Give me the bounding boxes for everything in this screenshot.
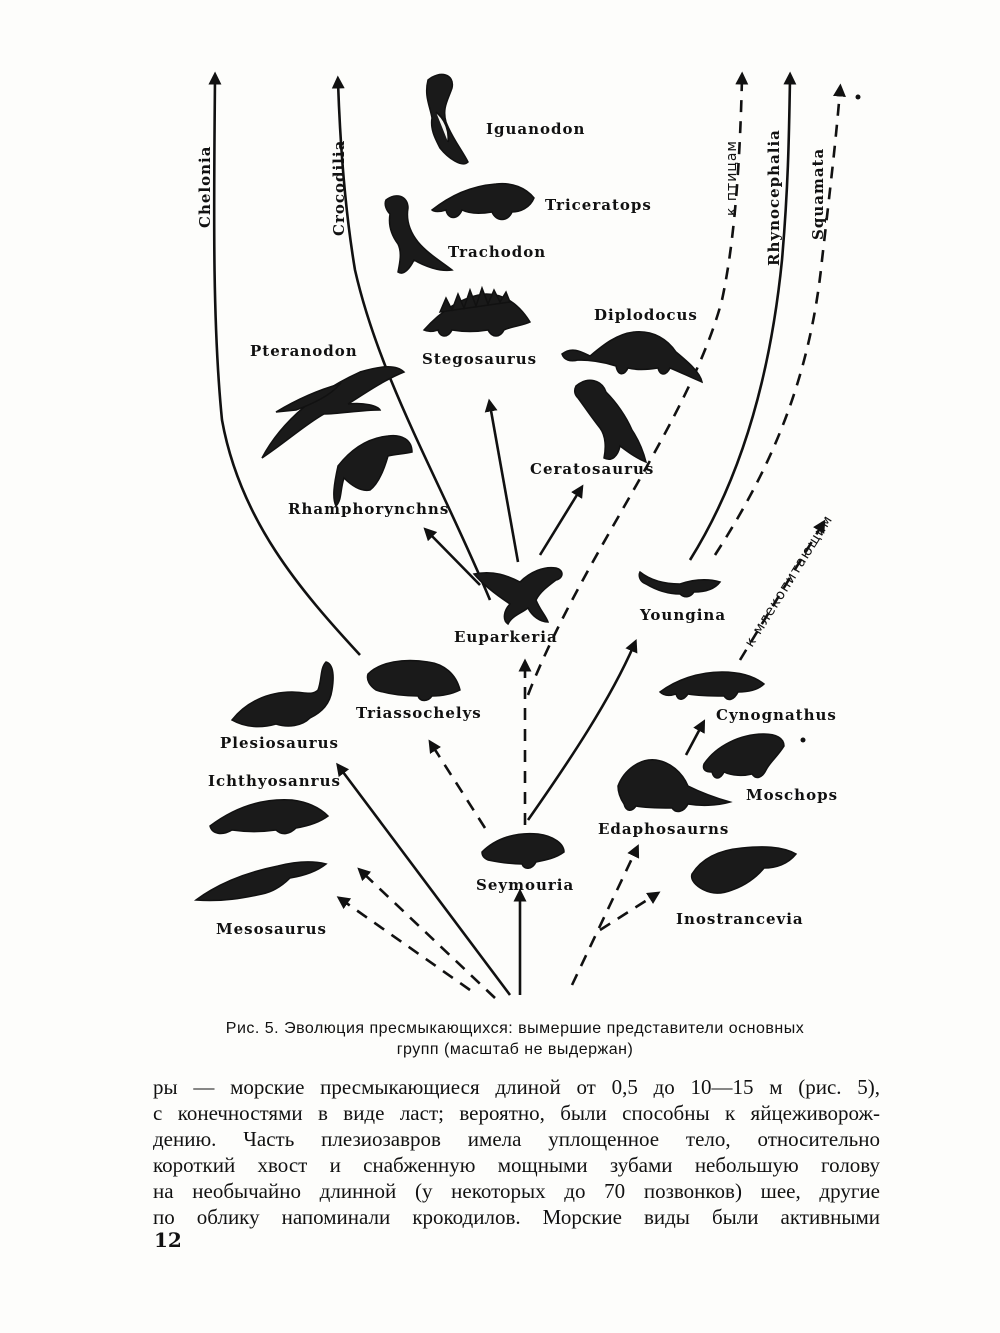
label-triceratops: Triceratops <box>545 196 652 214</box>
moschops-to-cynognathus-arrow <box>686 725 702 755</box>
moschops-illustration <box>703 734 784 778</box>
text-line: на необычайно длинной (у некоторых до 70 позвонков) шее, другие <box>153 1179 880 1203</box>
seymouria-to-triassochelys-arrow <box>432 745 485 828</box>
label-seymouria: Seymouria <box>476 876 575 894</box>
seymouria-illustration <box>482 834 564 869</box>
cynognathus-illustration <box>660 672 764 699</box>
label-iguanodon: Iguanodon <box>486 120 586 138</box>
euparkeria-to-stegosaurus-arrow <box>490 405 518 562</box>
label-cynognathus: Cynognathus <box>716 706 837 724</box>
stegosaurus-illustration <box>424 288 530 336</box>
label-inostrancevia: Inostrancevia <box>676 910 804 928</box>
label-plesiosaurus: Plesiosaurus <box>220 734 339 752</box>
label-euparkeria: Euparkeria <box>454 628 558 646</box>
label-rhynchocephalia: Rhynocephalia <box>765 129 783 266</box>
seymouria-to-youngina-arrow <box>528 645 634 820</box>
plesiosaurus-illustration <box>232 662 333 727</box>
label-mesosaurus: Mesosaurus <box>216 920 327 938</box>
caption-line: групп (масштаб не выдержан) <box>396 1041 634 1058</box>
label-crocodilia: Crocodilia <box>330 139 348 236</box>
text-line: по облику напоминали крокодилов. Морские виды были активными <box>153 1205 880 1229</box>
euparkeria-to-ceratosaurus-arrow <box>540 490 580 555</box>
label-triassochelys: Triassochelys <box>356 704 482 722</box>
mesosaurus-illustration <box>196 862 326 901</box>
text-line: короткий хвост и снабженную мощными зубами небольшую голову <box>153 1153 880 1177</box>
label-trachodon: Trachodon <box>448 243 547 261</box>
rhamphorynchus-illustration <box>334 436 412 506</box>
body-paragraph <box>153 1074 880 1230</box>
label-edaphosaurus: Edaphosaurns <box>598 820 730 838</box>
base-to-mesosaurus-arrow-2 <box>342 900 470 990</box>
label-pteranodon: Pteranodon <box>250 342 358 360</box>
label-rhamphorynchus: Rhamphorynchns <box>288 500 450 518</box>
label-diplodocus: Diplodocus <box>594 306 698 324</box>
iguanodon-illustration <box>427 74 468 163</box>
triassochelys-illustration <box>367 661 460 701</box>
label-ceratosaurus: Ceratosaurus <box>530 460 655 478</box>
text-line: дению. Часть плезиозавров имела уплощенное тело, относительно <box>153 1127 880 1151</box>
text-line: ры — морские пресмыкающиеся длиной от 0,5 до 10—15 м (рис. 5), <box>153 1075 880 1099</box>
base-to-edaphosaurus-arrow <box>572 850 636 985</box>
stray-dot <box>801 738 806 743</box>
caption-line: Рис. 5. Эволюция пресмыкающихся: вымершие представители основных <box>225 1020 805 1037</box>
to-birds-branch <box>528 78 742 695</box>
diplodocus-illustration <box>562 332 702 382</box>
text-line: с конечностями в виде ласт; вероятно, были способны к яйцеживорож- <box>153 1101 880 1125</box>
stray-dot <box>856 95 861 100</box>
label-youngina: Youngina <box>640 606 727 624</box>
label-to-birds: к птицам <box>724 140 740 216</box>
label-moschops: Moschops <box>746 786 839 804</box>
base-to-inostrancevia-arrow <box>600 895 655 930</box>
ichthyosaurus-illustration <box>210 800 328 834</box>
label-ichthyosaurus: Ichthyosanrus <box>208 772 341 790</box>
page-number: 12 <box>154 1228 182 1252</box>
label-chelonia: Chelonia <box>196 145 214 228</box>
ceratosaurus-illustration <box>575 380 646 462</box>
label-stegosaurus: Stegosaurus <box>422 350 538 368</box>
figure-caption <box>170 1018 860 1060</box>
youngina-illustration <box>639 572 720 597</box>
inostrancevia-illustration <box>692 847 796 893</box>
triceratops-illustration <box>432 184 534 220</box>
label-to-mammals: к млекопитающим <box>741 512 837 651</box>
label-squamata: Squamata <box>809 147 827 240</box>
